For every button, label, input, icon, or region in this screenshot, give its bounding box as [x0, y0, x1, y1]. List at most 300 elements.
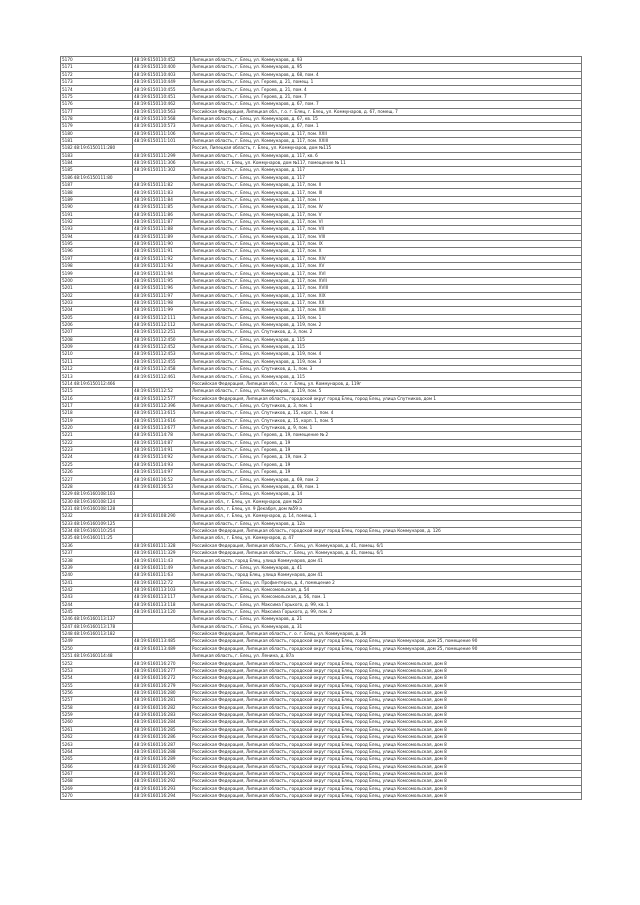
table-row — [61, 277, 582, 284]
cadastral-number: 48:19:6150110:451 — [133, 93, 191, 100]
row-number-cell — [61, 123, 133, 130]
cadastral-number: 48:19:6150110:400 — [133, 64, 191, 71]
table-row — [61, 623, 582, 630]
row-number-cell — [61, 108, 133, 115]
address: Липецкая область, г. Елец, ул. Коммунаров, д. 117, кв. 6 — [191, 152, 582, 159]
row-number-cell — [61, 719, 133, 726]
table-row — [61, 329, 582, 336]
table-row — [61, 285, 582, 292]
row-number: 5174 — [62, 86, 73, 92]
table-row — [61, 792, 582, 799]
cadastral-number: 48:19:6150111:302 — [133, 167, 191, 174]
row-number-cell — [61, 601, 133, 608]
row-number: 5246 — [62, 616, 73, 622]
cadastral-number: 48:19:6160108:290 — [133, 513, 191, 520]
row-number-cell — [61, 608, 133, 615]
address: Российская Федерация, Липецкая область, городской округ город Елец, город Елец, улица Комсомольская, дом 8 — [191, 697, 582, 704]
cadastral-number: 48:19:6150111:85 — [133, 204, 191, 211]
row-number: 5247 — [62, 623, 73, 629]
address: Российская Федерация, Липецкая область, городской округ город Елец, город Елец, улица Комсомольская, дом 8 — [191, 763, 582, 770]
address: Липецкая область, г. Елец, ул. Коммунаров, д. 119, пом. 3 — [191, 358, 582, 365]
address: Липецкая обл., г. Елец, ул. Коммунаров, д. 47 — [191, 535, 582, 542]
table-row — [61, 498, 582, 505]
cadastral-number: 48:19:6150112:452 — [133, 344, 191, 351]
row-number: 5195 — [62, 241, 73, 247]
row-number: 5257 — [62, 697, 73, 703]
table-row — [61, 115, 582, 122]
row-number: 5225 — [62, 461, 73, 467]
cadastral-number: 48:19:6150114:87 — [133, 439, 191, 446]
cadastral-number: 48:19:6150111:93 — [133, 263, 191, 270]
table-row — [61, 660, 582, 667]
row-number: 5240 — [62, 572, 73, 578]
cadastral-number: 48:19:6150111:84 — [133, 196, 191, 203]
row-number: 5262 — [62, 734, 73, 740]
address: Липецкая область, г. Елец, ул. Коммунаров, д. 117, пом. XIX — [191, 292, 582, 299]
land-cadastral-number: 48:19:6160111:25 — [73, 535, 113, 541]
row-number: 5196 — [62, 248, 73, 254]
address: Липецкая область, г. Елец, ул. Коммунаров, д. 69, пом. 2 — [191, 476, 582, 483]
table-row — [61, 542, 582, 549]
row-number: 5264 — [62, 748, 73, 754]
row-number: 5252 — [62, 660, 73, 666]
cadastral-number: 48:19:6150112:453 — [133, 351, 191, 358]
cadastral-number: 48:19:6160113:489 — [133, 645, 191, 652]
address: Липецкая область, г. Елец, ул. Героев, д. 19 — [191, 439, 582, 446]
cadastral-number: 48:19:6160111:328 — [133, 542, 191, 549]
row-number-cell — [61, 557, 133, 564]
address: Российская Федерация, Липецкая область, городской округ город Елец, город Елец, улица Комсомольская, дом 8 — [191, 660, 582, 667]
address: Российская Федерация, Липецкая область, городской округ город Елец, город Елец, улица Комсомольская, дом 8 — [191, 667, 582, 674]
address: Липецкая область, г. Елец, ул. Коммунаров, д. 117, пом. VIII — [191, 233, 582, 240]
cadastral-number: 48:19:6160116:285 — [133, 726, 191, 733]
cadastral-number: 48:19:6150111:96 — [133, 285, 191, 292]
row-number: 5209 — [62, 344, 73, 350]
cadastral-number — [133, 653, 191, 660]
row-number: 5234 — [62, 528, 73, 534]
table-row — [61, 218, 582, 225]
address: Российская Федерация, Липецкая область, городской округ город Елец, город Елец, улица Комсомольская, дом 8 — [191, 734, 582, 741]
table-row — [61, 226, 582, 233]
row-number-cell — [61, 424, 133, 431]
cadastral-number: 48:19:6160116:291 — [133, 770, 191, 777]
row-number-cell — [61, 299, 133, 306]
land-cadastral-number: 48:19:6160113:137 — [73, 616, 116, 622]
address: Липецкая область, г. Елец, ул. Коммунаров, д. 115 — [191, 344, 582, 351]
table-row — [61, 778, 582, 785]
row-number: 5263 — [62, 741, 73, 747]
row-number: 5268 — [62, 778, 73, 784]
land-cadastral-number: 48:19:6150111:80 — [73, 174, 113, 180]
cadastral-number: 48:19:6160111:43 — [133, 557, 191, 564]
address: Липецкая область, г. Елец, ул. Коммунаров, д. 117, пом. X — [191, 248, 582, 255]
cadastral-number: 48:19:6150111:94 — [133, 270, 191, 277]
table-row — [61, 240, 582, 247]
table-row — [61, 704, 582, 711]
cadastral-number: 48:19:6150111:92 — [133, 255, 191, 262]
cadastral-number — [133, 174, 191, 181]
table-row — [61, 344, 582, 351]
document-page — [60, 56, 581, 800]
row-number-cell — [61, 653, 133, 660]
table-row — [61, 336, 582, 343]
row-number-cell — [61, 211, 133, 218]
address: Липецкая область, г. Елец, ул. Коммунаров, д. 119, пом. 4 — [191, 351, 582, 358]
table-row — [61, 233, 582, 240]
row-number: 5179 — [62, 123, 73, 129]
cadastral-number: 48:19:6160116:284 — [133, 719, 191, 726]
row-number: 5237 — [62, 550, 73, 556]
address: Российская Федерация, Липецкая область, городской округ город Елец, город Елец, улица Комсомольская, дом 8 — [191, 704, 582, 711]
table-row — [61, 586, 582, 593]
table-row — [61, 483, 582, 490]
row-number-cell — [61, 667, 133, 674]
table-row — [61, 424, 582, 431]
row-number-cell — [61, 586, 133, 593]
cadastral-number: 48:19:6150114:92 — [133, 454, 191, 461]
table-row — [61, 770, 582, 777]
row-number: 5254 — [62, 675, 73, 681]
cadastral-number: 48:19:6150113:615 — [133, 410, 191, 417]
address: Российская Федерация, Липецкая область, городской округ город Елец, город Елец, улица Коммунаров, дом 25, помещение 90 — [191, 638, 582, 645]
land-cadastral-number: 48:19:6150111:280 — [73, 145, 116, 151]
row-number: 5197 — [62, 255, 73, 261]
address: Липецкая область, г. Елец, ул. Коммунаров, д. 117, пом. III — [191, 189, 582, 196]
row-number-cell — [61, 528, 133, 535]
address: Липецкая область, г. Елец, ул. Коммунаров, д. 31 — [191, 623, 582, 630]
cadastral-number — [133, 616, 191, 623]
row-number-cell — [61, 64, 133, 71]
row-number: 5212 — [62, 366, 73, 372]
table-row — [61, 608, 582, 615]
row-number-cell — [61, 402, 133, 409]
cadastral-number: 48:19:6160116:279 — [133, 682, 191, 689]
address: Липецкая обл., г. Елец, ул. 9 Декабря, дом №59 а — [191, 505, 582, 512]
cadastral-number: 48:19:6160116:277 — [133, 667, 191, 674]
address: Липецкая область, г. Елец, ул. Коммунаров, д. 21 — [191, 616, 582, 623]
table-row — [61, 417, 582, 424]
address: Липецкая область, г. Елец, ул. Коммунаров, д. 117, пом. V — [191, 211, 582, 218]
row-number: 5226 — [62, 469, 73, 475]
cadastral-number: 48:19:6160116:289 — [133, 756, 191, 763]
row-number-cell — [61, 115, 133, 122]
table-row — [61, 299, 582, 306]
land-cadastral-number: 48:19:6160114:48 — [73, 653, 113, 659]
cadastral-number: 48:19:6160116:52 — [133, 476, 191, 483]
address: Российская Федерация, Липецкая область, городской округ город Елец, город Елец, улица Комсомольская, дом 8 — [191, 711, 582, 718]
row-number: 5255 — [62, 682, 73, 688]
row-number: 5241 — [62, 579, 73, 585]
address: Липецкая область, г. Елец, ул. Коммунаров, д. 67, пом. 7 — [191, 101, 582, 108]
row-number: 5256 — [62, 689, 73, 695]
address: Российская Федерация, Липецкая область, городской округ город Елец, город Елец, улица Комсомольская, дом 8 — [191, 675, 582, 682]
cadastral-number: 48:19:6150111:306 — [133, 160, 191, 167]
table-row — [61, 520, 582, 527]
cadastral-number: 48:19:6150112:455 — [133, 358, 191, 365]
address: Российская Федерация, Липецкая область, городской округ город Елец, город Елец, улица Комсомольская, дом 8 — [191, 682, 582, 689]
table-row — [61, 763, 582, 770]
address: Липецкая обл., г. Елец, ул. Коммунаров, дом №22 — [191, 498, 582, 505]
row-number: 5206 — [62, 322, 73, 328]
address: Российская Федерация, Липецкая область, городской округ город Елец, город Елец, улица Комсомольская, дом 8 — [191, 770, 582, 777]
row-number-cell — [61, 439, 133, 446]
row-number-cell — [61, 550, 133, 557]
address: Липецкая область, г. Елец, ул. Спутников, д. 15, корп. 1, пом. 4 — [191, 410, 582, 417]
row-number: 5228 — [62, 483, 73, 489]
table-row — [61, 79, 582, 86]
row-number-cell — [61, 336, 133, 343]
register-table — [60, 56, 582, 800]
row-number-cell — [61, 182, 133, 189]
row-number: 5213 — [62, 373, 73, 379]
cadastral-number: 48:19:6150111:83 — [133, 189, 191, 196]
land-cadastral-number: 48:19:6160108:128 — [73, 506, 116, 511]
land-cadastral-number: 48:19:6160109:125 — [73, 520, 116, 526]
table-row — [61, 93, 582, 100]
row-number: 5208 — [62, 336, 73, 342]
row-number: 5219 — [62, 417, 73, 423]
row-number: 5261 — [62, 726, 73, 732]
table-row — [61, 667, 582, 674]
row-number-cell — [61, 447, 133, 454]
cadastral-number: 48:19:6160113:103 — [133, 586, 191, 593]
address: Липецкая область, г. Елец, ул. Коммунаров, д. 41 — [191, 564, 582, 571]
cadastral-number — [133, 380, 191, 387]
row-number: 5267 — [62, 770, 73, 776]
row-number: 5205 — [62, 314, 73, 320]
cadastral-number: 48:19:6160113:120 — [133, 608, 191, 615]
table-row — [61, 564, 582, 571]
row-number: 5236 — [62, 542, 73, 548]
land-cadastral-number: 48:19:6160108:124 — [73, 498, 116, 504]
row-number-cell — [61, 189, 133, 196]
address: Российская Федерация, Липецкая область, городской округ город Елец, город Елец, улица Комсомольская, дом 8 — [191, 778, 582, 785]
table-row — [61, 513, 582, 520]
table-row — [61, 57, 582, 64]
address: Липецкая область, г. Елец, ул. Героев, д. 19, помещение № 2 — [191, 432, 582, 439]
row-number: 5185 — [62, 167, 73, 173]
cadastral-number — [133, 145, 191, 152]
row-number: 5190 — [62, 204, 73, 210]
cadastral-number: 48:19:6160116:282 — [133, 704, 191, 711]
cadastral-number: 48:19:6160113:117 — [133, 594, 191, 601]
row-number-cell — [61, 535, 133, 542]
row-number-cell — [61, 329, 133, 336]
cadastral-number: 48:19:6150110:449 — [133, 79, 191, 86]
table-row — [61, 292, 582, 299]
row-number: 5172 — [62, 71, 73, 77]
address: Липецкая область, г. Елец, ул. Коммунаров, д. 117, пом. XXIII — [191, 137, 582, 144]
row-number-cell — [61, 344, 133, 351]
table-row — [61, 631, 582, 638]
address: Российская Федерация, Липецкая обл., г.о. г. Елец, г. Елец, ул. Коммунаров, д. 67, помещ. 7 — [191, 108, 582, 115]
row-number-cell — [61, 255, 133, 262]
cadastral-number: 48:19:6150112:577 — [133, 395, 191, 402]
address: Липецкая область, город Елец, улица Коммунаров, дом 41 — [191, 557, 582, 564]
cadastral-number: 48:19:6150110:455 — [133, 86, 191, 93]
table-row — [61, 689, 582, 696]
row-number: 5232 — [62, 513, 73, 519]
table-row — [61, 101, 582, 108]
address: Липецкая область, г. Елец, ул. Героев, д. 19, пом. 2 — [191, 454, 582, 461]
cadastral-number: 48:19:6150112:251 — [133, 329, 191, 336]
address: Российская Федерация, Липецкая область, городской округ город Елец, город Елец, улица Коммунаров, д. 12б — [191, 528, 582, 535]
row-number: 5229 — [62, 491, 73, 497]
cadastral-number: 48:19:6150111:87 — [133, 218, 191, 225]
address: Липецкая область, г. Елец, ул. Коммунаров, д. 12а — [191, 520, 582, 527]
cadastral-number — [133, 491, 191, 498]
cadastral-number: 48:19:6150111:99 — [133, 307, 191, 314]
cadastral-number: 48:19:6160116:270 — [133, 660, 191, 667]
address: Липецкая область, г. Елец, ул. Коммунаров, д. 117, пом. XX — [191, 299, 582, 306]
table-row — [61, 380, 582, 387]
row-number: 5200 — [62, 277, 73, 283]
row-number-cell — [61, 86, 133, 93]
address: Липецкая область, г. Елец, ул. Коммунаров, д. 68, пом. 4 — [191, 71, 582, 78]
row-number-cell — [61, 461, 133, 468]
address: Липецкая область, г. Елец, ул. Коммунаров, д. 117, пом. XIV — [191, 255, 582, 262]
address: Липецкая область, г. Елец, ул. Профинтерна, д. 4, помещение 2 — [191, 579, 582, 586]
address: Липецкая область, г. Елец, ул. Комсомольская, д. 54 — [191, 586, 582, 593]
row-number-cell — [61, 380, 133, 387]
row-number-cell — [61, 572, 133, 579]
cadastral-number: 48:19:6150112:450 — [133, 336, 191, 343]
address: Российская Федерация, Липецкая область, городской округ город Елец, город Елец, улица Комсомольская, дом 8 — [191, 785, 582, 792]
cadastral-number: 48:19:6160116:292 — [133, 778, 191, 785]
cadastral-number: 48:19:6150110:563 — [133, 108, 191, 115]
table-row — [61, 675, 582, 682]
address: Липецкая область, г. Елец, ул. Коммунаров, д. 115 — [191, 336, 582, 343]
table-row — [61, 719, 582, 726]
table-row — [61, 358, 582, 365]
table-row — [61, 255, 582, 262]
table-row — [61, 748, 582, 755]
address: Липецкая область, г. Елец, ул. Коммунаров, д. 117, пом. XXII — [191, 130, 582, 137]
row-number-cell — [61, 675, 133, 682]
cadastral-number: 48:19:6150110:462 — [133, 101, 191, 108]
table-row — [61, 211, 582, 218]
cadastral-number: 48:19:6150111:88 — [133, 226, 191, 233]
table-row — [61, 601, 582, 608]
address: Липецкая область, г. Елец, ул. Коммунаров, д. 95 — [191, 64, 582, 71]
row-number: 5192 — [62, 218, 73, 224]
cadastral-number: 48:19:6150111:299 — [133, 152, 191, 159]
cadastral-number: 48:19:6150111:89 — [133, 233, 191, 240]
address: Липецкая область, г. Елец, ул. Спутников, д. 9, пом. 1 — [191, 424, 582, 431]
row-number-cell — [61, 778, 133, 785]
row-number-cell — [61, 498, 133, 505]
cadastral-number: 48:19:6150111:98 — [133, 299, 191, 306]
table-row — [61, 160, 582, 167]
address: Российская Федерация, Липецкая область, г. о. г. Елец, ул. Коммунаров, д. 2б — [191, 631, 582, 638]
row-number: 5175 — [62, 93, 73, 99]
row-number: 5176 — [62, 101, 73, 107]
row-number: 5171 — [62, 64, 73, 70]
table-row — [61, 682, 582, 689]
table-row — [61, 697, 582, 704]
cadastral-number: 48:19:6150111:101 — [133, 137, 191, 144]
row-number-cell — [61, 704, 133, 711]
table-row — [61, 108, 582, 115]
row-number-cell — [61, 697, 133, 704]
cadastral-number: 48:19:6150112:112 — [133, 321, 191, 328]
row-number: 5187 — [62, 182, 73, 188]
row-number: 5216 — [62, 395, 73, 401]
address: Липецкая область, г. Елец, ул. Коммунаров, д. 117, пом. XVIII — [191, 285, 582, 292]
table-row — [61, 321, 582, 328]
cadastral-number: 48:19:6150110:452 — [133, 57, 191, 64]
row-number-cell — [61, 616, 133, 623]
table-row — [61, 594, 582, 601]
cadastral-number: 48:19:6150111:97 — [133, 292, 191, 299]
row-number: 5180 — [62, 130, 73, 136]
address: Россия, Липецкая область, г. Елец, ул. Коммунаров, дом №115 — [191, 145, 582, 152]
table-row — [61, 579, 582, 586]
row-number-cell — [61, 756, 133, 763]
row-number-cell — [61, 682, 133, 689]
address: Российская Федерация, Липецкая область, г. Елец, ул. Коммунаров, д. 41, помещ. 6/1 — [191, 550, 582, 557]
row-number-cell — [61, 623, 133, 630]
address: Липецкая область, г. Елец, ул. Коммунаров, д. 93 — [191, 57, 582, 64]
row-number: 5211 — [62, 358, 73, 364]
address: Липецкая обл., г. Елец, ул. Коммунаров, д. 14, помещ. 1 — [191, 513, 582, 520]
cadastral-number: 48:19:6150114:93 — [133, 461, 191, 468]
cadastral-number: 48:19:6150111:82 — [133, 182, 191, 189]
row-number: 5258 — [62, 704, 73, 710]
cadastral-number: 48:19:6150114:97 — [133, 469, 191, 476]
row-number-cell — [61, 469, 133, 476]
row-number-cell — [61, 785, 133, 792]
row-number-cell — [61, 638, 133, 645]
cadastral-number — [133, 520, 191, 527]
cadastral-number: 48:19:6160116:293 — [133, 785, 191, 792]
address: Российская Федерация, Липецкая область, городской округ город Елец, город Елец, улица Комсомольская, дом 8 — [191, 748, 582, 755]
cadastral-number — [133, 623, 191, 630]
address: Российская Федерация, Липецкая область, городской округ город Елец, город Елец, улица Комсомольская, дом 8 — [191, 719, 582, 726]
cadastral-number: 48:19:6150112:52 — [133, 388, 191, 395]
table-row — [61, 263, 582, 270]
row-number: 5259 — [62, 712, 73, 718]
address: Липецкая область, г. Елец, ул. Героев, д. 19 — [191, 461, 582, 468]
address: Липецкая область, г. Елец, ул. Спутников, д. 1, пом. 3 — [191, 366, 582, 373]
cadastral-number: 48:19:6150114:91 — [133, 447, 191, 454]
table-row — [61, 137, 582, 144]
address: Липецкая область, г. Елец, ул. Коммунаров, д. 115 — [191, 373, 582, 380]
row-number-cell — [61, 277, 133, 284]
row-number: 5242 — [62, 586, 73, 592]
row-number-cell — [61, 763, 133, 770]
cadastral-number: 48:19:6150114:78 — [133, 432, 191, 439]
cadastral-number: 48:19:6160113:485 — [133, 638, 191, 645]
cadastral-number: 48:19:6150111:90 — [133, 240, 191, 247]
table-row — [61, 469, 582, 476]
row-number: 5207 — [62, 329, 73, 335]
row-number: 5245 — [62, 609, 73, 615]
row-number-cell — [61, 711, 133, 718]
row-number-cell — [61, 373, 133, 380]
table-row — [61, 395, 582, 402]
row-number-cell — [61, 167, 133, 174]
row-number: 5223 — [62, 447, 73, 453]
row-number-cell — [61, 240, 133, 247]
row-number: 5201 — [62, 285, 73, 291]
row-number: 5210 — [62, 351, 73, 357]
row-number-cell — [61, 248, 133, 255]
row-number-cell — [61, 130, 133, 137]
row-number: 5178 — [62, 115, 73, 121]
cadastral-number: 48:19:6150111:86 — [133, 211, 191, 218]
row-number-cell — [61, 270, 133, 277]
